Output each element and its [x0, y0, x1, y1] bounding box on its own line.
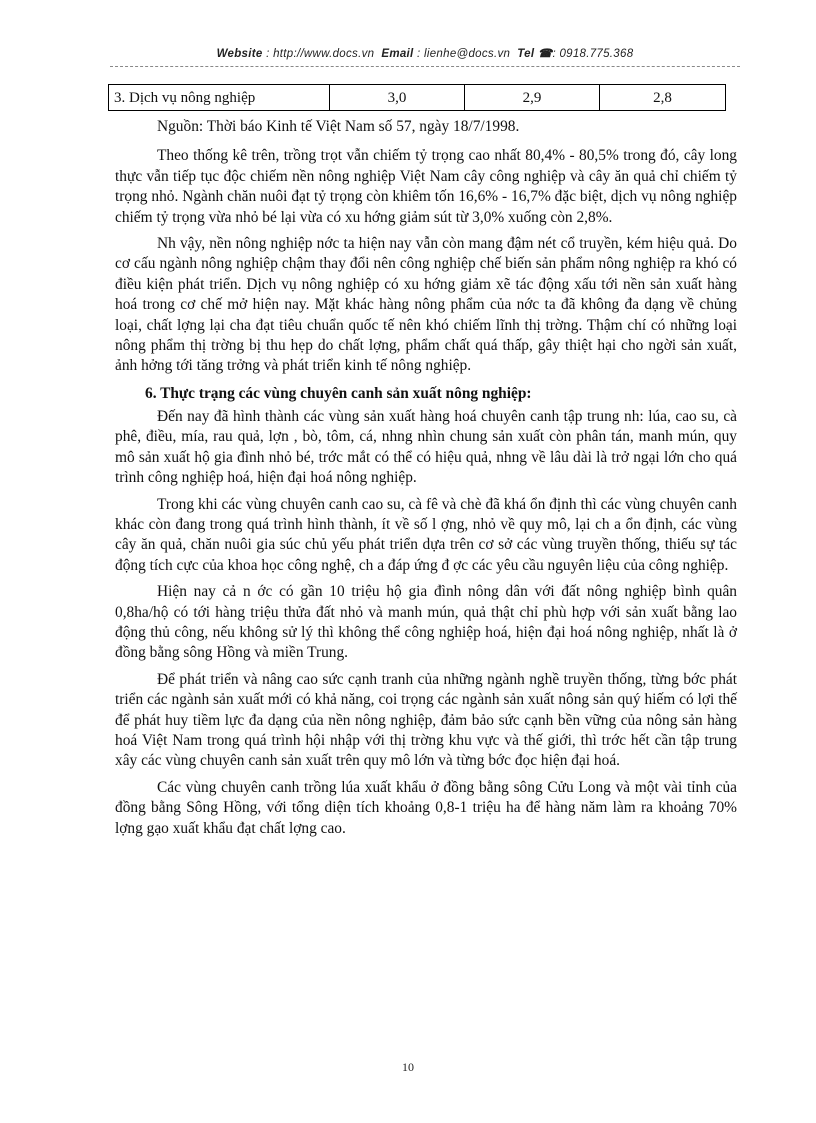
page-number: 10 — [402, 1060, 414, 1074]
body-paragraph: Hiện nay cả n ớc có gần 10 triệu hộ gia đình nông dân với đất nông nghiệp bình quân 0,8ha/hộ có tới hàng triệu thửa đất nhỏ và manh mún, quả thật chỉ phù hợp với sản xuất bằng lao động thủ công, nếu không sử lý thì không thể công nghiệp hoá, hiện đại hoá nông nghiệp, nhất là ở đồng bằng sông Hồng và miền Trung. — [115, 583, 737, 662]
data-table — [108, 84, 726, 111]
email-value: : lienhe@docs.vn — [417, 48, 511, 60]
section-heading: 6. Thực trạng các vùng chuyên canh sản xuất nông nghiệp: — [145, 384, 532, 402]
body-paragraph: Các vùng chuyên canh trồng lúa xuất khẩu ở đồng bằng sông Cửu Long và một vài tỉnh của đồng bằng Sông Hồng, với tổng diện tích khoảng 0,8-1 triệu ha để hàng năm làm ra khoảng 70% lợng gạo xuất khẩu đạt chất lợng cao. — [115, 778, 737, 837]
website-label: Website — [216, 48, 263, 60]
body-paragraph: Trong khi các vùng chuyên canh cao su, cà fê và chè đã khá ổn định thì các vùng chuyên canh khác còn đang trong quá trình hình thành, ít về số l ợng, nhỏ về quy mô, lại ch a ổn định, các vùng cây ăn quả, chăn nuôi gia súc chủ yếu phát triển dựa trên cơ sở các vùng truyền thống, thiếu sự tác động tích cực của khoa học công nghệ, ch a đáp ứng đ ợc các yêu cầu nguyên liệu của công nghiệp. — [115, 495, 737, 574]
table-cell-value: 2,8 — [600, 85, 726, 111]
tel-label: Tel — [517, 48, 535, 60]
body-paragraph: Theo thống kê trên, trồng trọt vẫn chiếm tỷ trọng cao nhất 80,4% - 80,5% trong đó, cây long thực vẫn tiếp tục độc chiếm nền nông nghiệp Việt Nam cây công nghiệp và cây ăn quả chỉ chiếm tỷ trọng nhỏ. Ngành chăn nuôi đạt tỷ trọng còn khiêm tốn 16,6% - 16,7% đặc biệt, dịch vụ nông nghiệp chiếm tỷ trọng vừa nhỏ bé lại vừa có xu hớng giảm sút từ 3,0% xuống còn 2,8%. — [115, 147, 737, 226]
table-cell-value: 3,0 — [330, 85, 465, 111]
email-label: Email — [381, 48, 414, 60]
source-note: Nguồn: Thời báo Kinh tế Việt Nam số 57, ngày 18/7/1998. — [157, 118, 520, 135]
table-cell-label: 3. Dịch vụ nông nghiệp — [109, 85, 330, 111]
page-header — [110, 46, 740, 60]
header-rule — [110, 66, 740, 67]
phone-icon: ☎ — [537, 48, 553, 60]
table-row — [109, 85, 726, 111]
body-paragraph: Đến nay đã hình thành các vùng sản xuất hàng hoá chuyên canh tập trung nh: lúa, cao su, cà phê, điều, mía, rau quả, lợn , bò, tôm, cá, nhng nhìn chung sản xuất còn phân tán, manh mún, quy mô sản xuất hộ gia đình nhỏ bé, trớc mắt có thể có hiệu quả, nhng về lâu dài là trở ngại lớn cho quá trình công nghiệp hoá, hiện đại hoá nông nghiệp. — [115, 407, 737, 487]
website-value: : http://www.docs.vn — [266, 48, 375, 60]
page-body — [115, 117, 737, 845]
body-paragraph: Nh vậy, nền nông nghiệp nớc ta hiện nay vẫn còn mang đậm nét cổ truyền, kém hiệu quả. Do cơ cấu ngành nông nghiệp chậm thay đổi nên công nghiệp chế biến sản phẩm nông nghiệp ra khó có điều kiện phát triển. Dịch vụ nông nghiệp có xu hớng giảm xẽ tác động xấu tới nền sản xuất hàng hoá trong cơ chế mở hiện nay. Mặt khác hàng nông phẩm của nớc ta đã không đa dạng về chủng loại, chất lợng lại cha đạt tiêu chuẩn quốc tế nên khó chiếm lĩnh thị trờng. Thậm chí có những loại nông phẩm thị trờng bị thu hẹp do chất lợng, phẩm chất quá thấp, gây thiệt hại cho ngời sản xuất, ảnh hởng tới tăng trởng và phát triển kinh tế nông nghiệp. — [115, 235, 737, 375]
table-cell-value: 2,9 — [465, 85, 600, 111]
tel-value: : 0918.775.368 — [552, 48, 634, 60]
body-paragraph: Để phát triển và nâng cao sức cạnh tranh của những ngành nghề truyền thống, từng bớc phát triển các ngành sản xuất mới có khả năng, coi trọng các ngành sản xuất nông sản quý hiếm có lợi thế để phát huy tiềm lực đa dạng của nền nông nghiệp, đảm bảo sức cạnh bền vững của nông sản hàng hoá Việt Nam trong quá trình hội nhập với thị trờng khu vực và thế giới, thì trớc hết cần tập trung xây các vùng chuyên canh sản xuất trên quy mô lớn và từng bớc đọc hiện đại hoá. — [115, 670, 737, 770]
